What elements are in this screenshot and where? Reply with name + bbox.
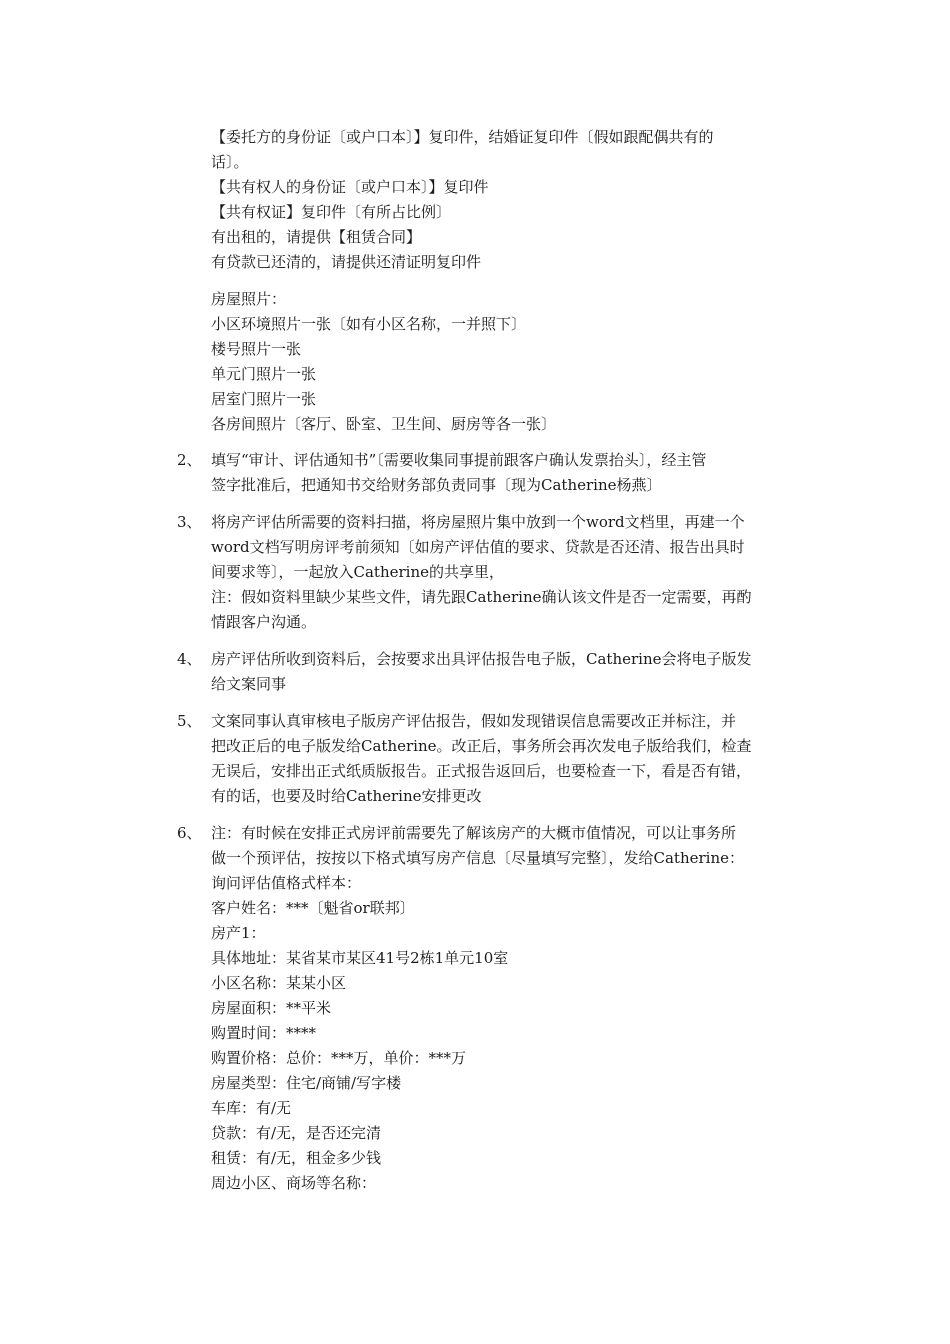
template-field: 小区名称：某某小区 bbox=[211, 974, 347, 992]
intro-line: 有出租的，请提供【租赁合同】 bbox=[211, 228, 422, 246]
step-number: 5、 bbox=[177, 712, 202, 730]
intro-line: 【委托方的身份证〔或户口本〕】复印件，结婚证复印件〔假如跟配偶共有的 bbox=[211, 128, 714, 146]
step-line: 间要求等〕，一起放入Catherine的共享里， bbox=[211, 563, 504, 581]
step-body bbox=[211, 821, 822, 1196]
template-title: 询问评估值格式样本： bbox=[211, 874, 362, 892]
step-body bbox=[211, 709, 822, 809]
step-line: 文案同事认真审核电子版房产评估报告，假如发现错误信息需要改正并标注，并 bbox=[211, 712, 737, 730]
template-field: 购置价格：总价：***万，单价：***万 bbox=[211, 1049, 467, 1067]
intro-line: 有贷款已还清的，请提供还清证明复印件 bbox=[211, 253, 482, 271]
step-body bbox=[211, 510, 822, 635]
step-line: 有的话，也要及时给Catherine安排更改 bbox=[211, 787, 482, 805]
template-field: 租赁：有/无，租金多少钱 bbox=[211, 1149, 382, 1167]
step-line: 情跟客户沟通。 bbox=[211, 613, 317, 631]
template-field: 客户姓名：***〔魁省or联邦〕 bbox=[211, 899, 415, 917]
step-number: 6、 bbox=[177, 824, 202, 842]
photo-line: 各房间照片〔客厅、卧室、卫生间、厨房等各一张〕 bbox=[211, 415, 557, 433]
step-line: 房产评估所收到资料后，会按要求出具评估报告电子版，Catherine会将电子版发 bbox=[211, 650, 752, 668]
step-line: 注：假如资料里缺少某些文件，请先跟Catherine确认该文件是否一定需要，再酌 bbox=[211, 588, 752, 606]
step-number: 3、 bbox=[177, 513, 202, 531]
template-field: 贷款：有/无，是否还完清 bbox=[211, 1124, 382, 1142]
step-body bbox=[211, 647, 822, 697]
template-field: 房产1： bbox=[211, 924, 266, 942]
template-field: 房屋面积：**平米 bbox=[211, 999, 332, 1017]
step-number: 4、 bbox=[177, 650, 202, 668]
step-line: 无误后，安排出正式纸质版报告。正式报告返回后，也要检查一下，看是否有错， bbox=[211, 762, 752, 780]
photo-line: 楼号照片一张 bbox=[211, 340, 302, 358]
step-line: 将房产评估所需要的资料扫描，将房屋照片集中放到一个word文档里，再建一个 bbox=[211, 513, 745, 531]
step-line: 注：有时候在安排正式房评前需要先了解该房产的大概市值情况，可以让事务所 bbox=[211, 824, 737, 842]
photo-line: 房屋照片： bbox=[211, 290, 287, 308]
template-field: 车库：有/无 bbox=[211, 1099, 292, 1117]
step-line: 给文案同事 bbox=[211, 675, 287, 693]
template-field: 购置时间：**** bbox=[211, 1024, 317, 1042]
template-field: 房屋类型：住宅/商铺/写字楼 bbox=[211, 1074, 402, 1092]
intro-requirements bbox=[211, 125, 821, 275]
step-line: 把改正后的电子版发给Catherine。改正后，事务所会再次发电子版给我们，检查 bbox=[211, 737, 752, 755]
intro-line: 【共有权证】复印件〔有所占比例〕 bbox=[211, 203, 452, 221]
step-line: 签字批准后，把通知书交给财务部负责同事〔现为Catherine杨燕〕 bbox=[211, 476, 662, 494]
photo-requirements bbox=[211, 287, 821, 437]
intro-line: 话〕。 bbox=[211, 153, 249, 171]
intro-line: 【共有权人的身份证〔或户口本〕】复印件 bbox=[211, 178, 489, 196]
photo-line: 单元门照片一张 bbox=[211, 365, 317, 383]
photo-line: 居室门照片一张 bbox=[211, 390, 317, 408]
step-line: 填写“审计、评估通知书”〔需要收集同事提前跟客户确认发票抬头〕，经主管 bbox=[211, 451, 707, 469]
template-field: 具体地址：某省某市某区41号2栋1单元10室 bbox=[211, 949, 509, 967]
photo-line: 小区环境照片一张〔如有小区名称，一并照下〕 bbox=[211, 315, 527, 333]
template-field: 周边小区、商场等名称： bbox=[211, 1174, 377, 1192]
step-line: 做一个预评估，按按以下格式填写房产信息〔尽量填写完整〕，发给Catherine： bbox=[211, 849, 744, 867]
step-number: 2、 bbox=[177, 451, 202, 469]
step-line: word文档写明房评考前须知〔如房产评估值的要求、贷款是否还清、报告出具时 bbox=[211, 538, 745, 556]
step-body bbox=[211, 448, 822, 498]
